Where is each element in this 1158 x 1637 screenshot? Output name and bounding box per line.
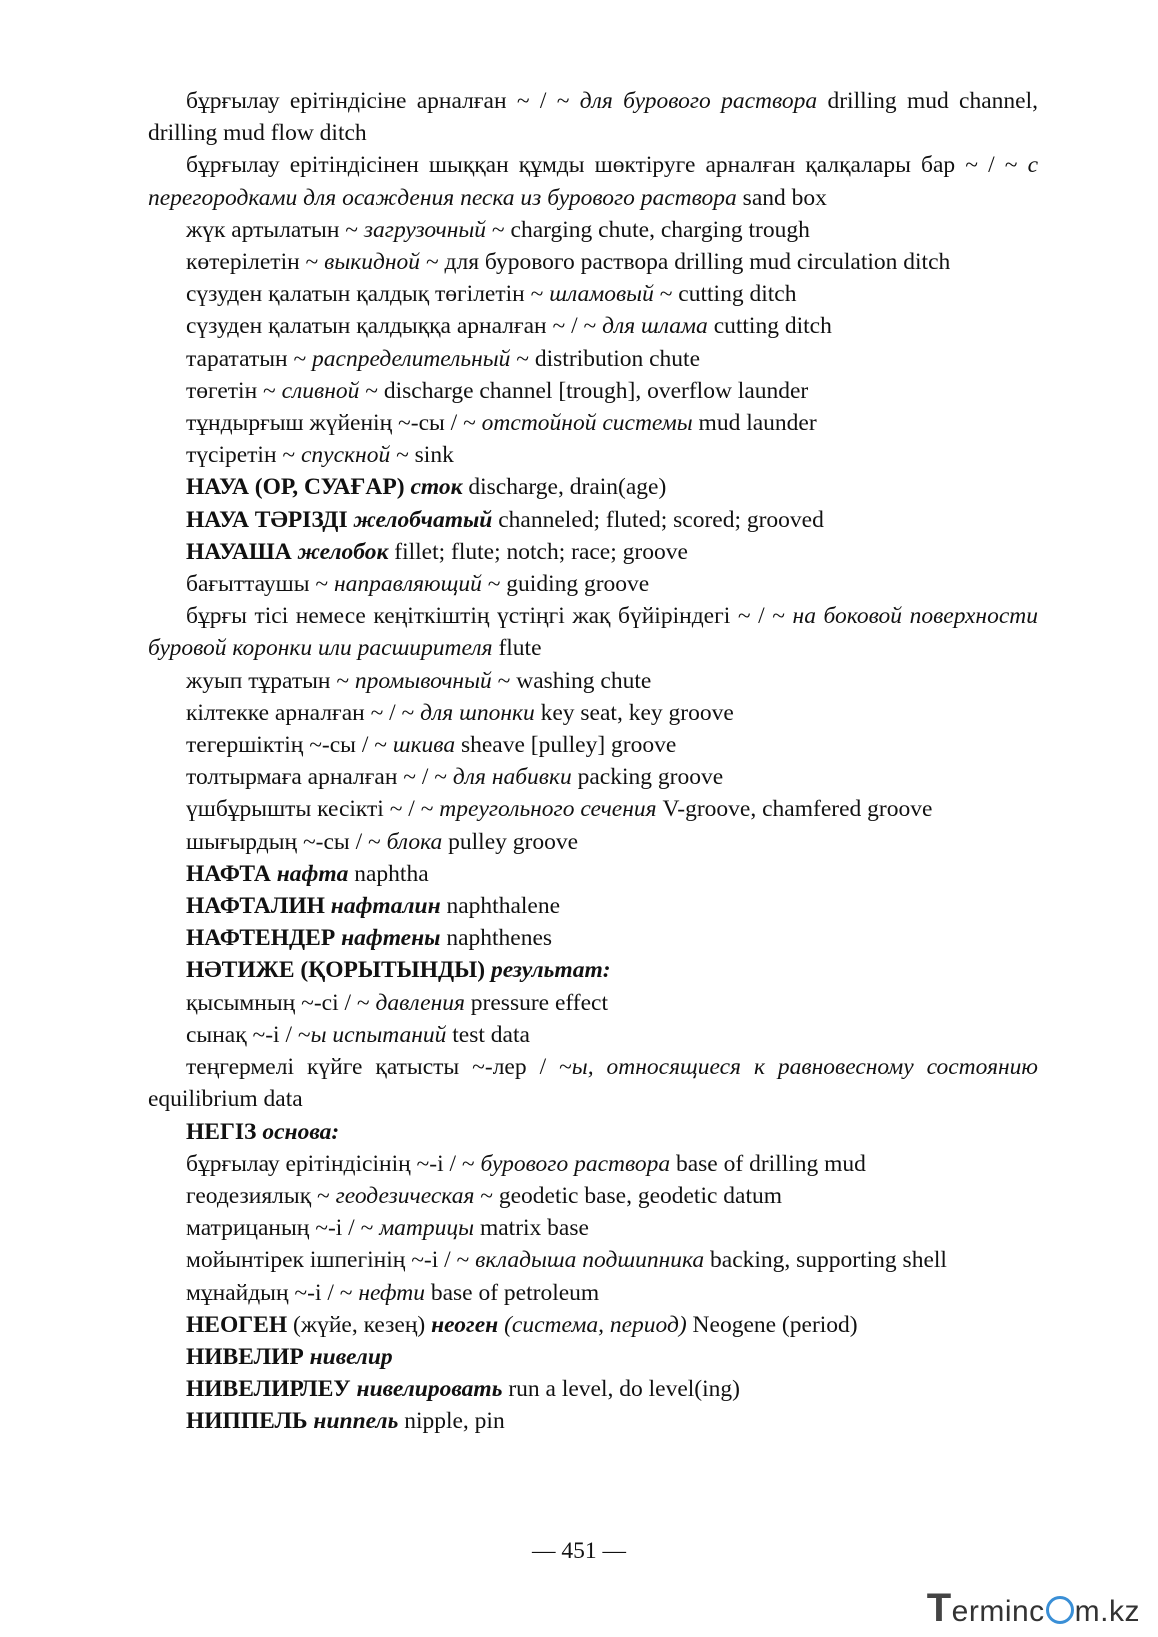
dictionary-entry [148, 1116, 1038, 1148]
entry-russian: спускной [301, 442, 391, 469]
entry-text: геодезиялық ~ [186, 1182, 336, 1209]
entry-term: НИВЕЛИРЛЕУ [186, 1376, 357, 1403]
entry-term: нафта [276, 860, 349, 887]
entry-text: тарататын ~ [186, 345, 313, 372]
site-logo: Terminc m.kz [926, 1586, 1140, 1630]
entry-term: НИППЕЛЬ [186, 1408, 314, 1435]
dictionary-entry [148, 343, 1038, 375]
entry-text: сүзуден қалатын қалдық төгілетін ~ [186, 281, 550, 308]
entry-text: drilling mud channel, drilling mud flow ditch [148, 88, 1039, 147]
entry-text: mud launder [692, 410, 817, 437]
dictionary-entry [148, 1212, 1038, 1244]
dictionary-entry [148, 665, 1038, 697]
dictionary-entry [148, 1309, 1038, 1341]
entry-text: тегершіктің ~-сы / ~ [186, 732, 393, 759]
entry-russian: геодезическая [335, 1182, 475, 1209]
entry-text: pulley groove [442, 828, 579, 855]
entry-russian: нефти [358, 1279, 425, 1306]
entry-term: НӘТИЖЕ (ҚОРЫТЫНДЫ) [186, 957, 491, 984]
entry-text: sheave [pulley] groove [455, 732, 677, 759]
entry-term: НЕОГЕН [186, 1311, 288, 1338]
entry-text: key seat, key groove [534, 699, 734, 726]
dictionary-entry [148, 471, 1038, 503]
entry-text: naphtha [348, 860, 429, 887]
entry-text: (жүйе, кезең) [287, 1311, 432, 1338]
dictionary-entry [148, 278, 1038, 310]
entry-russian: отстойной системы [481, 410, 693, 437]
entry-russian: шламовый [549, 281, 654, 308]
dictionary-entry [148, 793, 1038, 825]
page-number: — 451 — [532, 1538, 626, 1564]
entry-text: nipple, pin [398, 1408, 505, 1435]
entry-russian: загрузочный [363, 216, 487, 243]
entry-text: сынақ ~-і / ~ [186, 1021, 311, 1048]
entry-text: base of drilling mud [670, 1150, 866, 1177]
entry-text: ~ для бурового раствора drilling mud circulation ditch [420, 249, 951, 276]
dictionary-entry [148, 149, 1038, 213]
entry-text: бұрғылау ерітіндісінің ~-і / ~ [186, 1150, 481, 1177]
dictionary-entry [148, 858, 1038, 890]
entry-term: НАФТАЛИН [186, 893, 331, 920]
entry-russian: матрицы [379, 1215, 475, 1242]
dictionary-entry [148, 375, 1038, 407]
entry-russian: выкидной [324, 249, 421, 276]
dictionary-entry [148, 310, 1038, 342]
entry-text: ~ charging chute, charging trough [486, 216, 810, 243]
entry-text: бұрғы тісі немесе кеңіткіштің үстіңгі жақ бүйіріндегі ~ / ~ [186, 603, 793, 630]
entry-text: fillet; flute; notch; race; groove [388, 538, 688, 565]
dictionary-entry [148, 697, 1038, 729]
entry-term: НЕГІЗ [186, 1118, 263, 1145]
entry-term: нафтены [341, 925, 441, 952]
entry-russian: (система, период) [498, 1311, 687, 1338]
entry-text: түсіретін ~ [186, 442, 301, 469]
entry-term: НАУА ТӘРІЗДІ [186, 506, 354, 533]
dictionary-entry [148, 987, 1038, 1019]
entry-term: желобок [297, 538, 389, 565]
entry-russian: направляющий [333, 571, 482, 598]
entry-text: matrix base [474, 1215, 589, 1242]
dictionary-entry [148, 407, 1038, 439]
entry-text: base of petroleum [424, 1279, 600, 1306]
entry-text: бұрғылау ерітіндісінен шыққан құмды шөктіруге арналған қалқалары бар ~ / ~ [186, 152, 1028, 179]
entry-russian: для шлама [602, 313, 708, 340]
entry-term: желобчатый [353, 506, 493, 533]
entry-text: pressure effect [464, 989, 609, 1016]
dictionary-entry [148, 1051, 1038, 1115]
entry-text: flute [492, 635, 542, 662]
entry-russian: для бурового раствора [579, 88, 818, 114]
dictionary-entry [148, 1244, 1038, 1276]
entry-russian: вкладыша подшипника [475, 1247, 705, 1274]
entry-text: ~ cutting ditch [653, 281, 797, 308]
dictionary-entry [148, 729, 1038, 761]
entry-text: мойынтірек ішпегінің ~-і / ~ [186, 1247, 476, 1274]
dictionary-entry [148, 536, 1038, 568]
dictionary-entry [148, 1405, 1038, 1437]
dictionary-entry [148, 1148, 1038, 1180]
entry-term: НАФТЕНДЕР [186, 925, 342, 952]
dictionary-entry [148, 890, 1038, 922]
entry-russian: на боковой поверхности буровой коронки или расширителя [148, 603, 1038, 662]
entry-text: ~ sink [390, 442, 454, 469]
entry-text: Neogene (period) [686, 1311, 858, 1338]
entry-term: нивелир [309, 1343, 393, 1370]
entry-text: backing, supporting shell [704, 1247, 947, 1274]
entry-text: ~ geodetic base, geodetic datum [474, 1182, 783, 1209]
entry-russian: распределительный [312, 345, 511, 372]
entry-text: бұрғылау ерітіндісіне арналған ~ / ~ [186, 88, 580, 114]
entry-russian: ы, относящиеся к равновесному состоянию [571, 1054, 1038, 1081]
entry-text: теңгермелі күйге қатысты ~-лер / ~ [186, 1054, 572, 1081]
dictionary-entry [148, 1019, 1038, 1051]
entry-text: cutting ditch [707, 313, 832, 340]
entry-text: ~ distribution chute [510, 345, 701, 372]
entry-russian: для шпонки [420, 699, 535, 726]
entry-text: naphthenes [440, 925, 553, 952]
entry-term: НИВЕЛИР [186, 1343, 310, 1370]
entry-term: нафталин [330, 893, 441, 920]
entry-term: сток [410, 474, 463, 501]
entry-text: ~ discharge channel [trough], overflow launder [359, 377, 809, 404]
entry-text: equilibrium data [148, 1086, 303, 1113]
entry-text: run a level, do level(ing) [502, 1376, 740, 1403]
entry-term: НАУА (ОР, СУАҒАР) [186, 474, 411, 501]
entry-text: test data [446, 1021, 530, 1048]
dictionary-entry [148, 568, 1038, 600]
entry-text: сүзуден қалатын қалдыққа арналған ~ / ~ [186, 313, 603, 340]
entry-russian: бурового раствора [480, 1150, 671, 1177]
entry-russian: сливной [281, 377, 360, 404]
entry-text: төгетін ~ [186, 377, 282, 404]
entry-text: мұнайдың ~-і / ~ [186, 1279, 359, 1306]
entry-text: жуып тұратын ~ [186, 667, 355, 694]
entry-text: жүк артылатын ~ [186, 216, 364, 243]
entry-term: НАУАША [186, 538, 298, 565]
entry-text: бағыттаушы ~ [186, 571, 334, 598]
entry-russian: промывочный [354, 667, 492, 694]
dictionary-entry [148, 826, 1038, 858]
entry-text: көтерілетін ~ [186, 249, 325, 276]
dictionary-entry [148, 1180, 1038, 1212]
entry-text: тұндырғыш жүйенің ~-сы / ~ [186, 410, 482, 437]
entry-text: channeled; fluted; scored; grooved [492, 506, 824, 533]
entry-russian: треугольного сечения [439, 796, 657, 823]
entry-text: discharge, drain(age) [462, 474, 667, 501]
entry-text: V-groove, chamfered groove [656, 796, 933, 823]
entry-text: матрицаның ~-і / ~ [186, 1215, 380, 1242]
entry-russian: блока [386, 828, 443, 855]
entry-russian: ы испытаний [310, 1021, 447, 1048]
entry-term: результат: [490, 957, 611, 984]
entry-russian: с перегородками для осаждения песка из бурового раствора [148, 152, 1038, 211]
dictionary-entry [148, 214, 1038, 246]
dictionary-entries [148, 85, 1038, 1438]
dictionary-entry [148, 600, 1038, 664]
dictionary-entry [148, 1277, 1038, 1309]
entry-text: толтырмаға арналған ~ / ~ [186, 764, 453, 791]
entry-text: шығырдың ~-сы / ~ [186, 828, 387, 855]
entry-text: ~ washing chute [491, 667, 652, 694]
dictionary-entry [148, 922, 1038, 954]
dictionary-entry [148, 1341, 1038, 1373]
dictionary-entry [148, 761, 1038, 793]
dictionary-entry [148, 246, 1038, 278]
entry-text: ~ guiding groove [481, 571, 650, 598]
dictionary-entry [148, 504, 1038, 536]
entry-text: sand box [736, 184, 827, 211]
dictionary-entry [148, 954, 1038, 986]
entry-text: naphthalene [440, 893, 561, 920]
entry-term: НАФТА [186, 860, 277, 887]
entry-russian: шкива [392, 732, 456, 759]
entry-russian: для набивки [452, 764, 572, 791]
entry-term: основа: [262, 1118, 340, 1145]
dictionary-entry [148, 85, 1038, 149]
entry-text: үшбұрышты кесікті ~ / ~ [186, 796, 440, 823]
dictionary-entry [148, 439, 1038, 471]
entry-text: packing groove [571, 764, 724, 791]
entry-text: қысымның ~-сі / ~ [186, 989, 376, 1016]
dictionary-entry [148, 1373, 1038, 1405]
entry-term: ниппель [313, 1408, 399, 1435]
entry-term: нивелировать [356, 1376, 503, 1403]
entry-russian: давления [375, 989, 465, 1016]
entry-text: кілтекке арналған ~ / ~ [186, 699, 421, 726]
entry-term: неоген [431, 1311, 499, 1338]
